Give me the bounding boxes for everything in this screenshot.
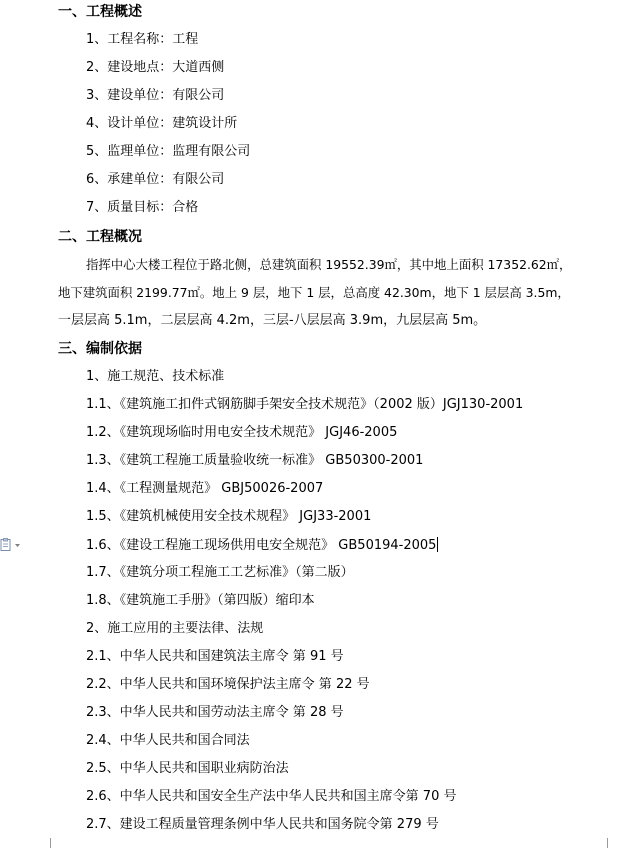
contractor-item: 6、承建单位：有限公司 bbox=[86, 172, 225, 187]
owner-item: 3、建设单位：有限公司 bbox=[86, 88, 225, 103]
location-item: 2、建设地点：大道西侧 bbox=[86, 60, 225, 75]
basis-item: 1.8、《建筑施工手册》（第四版）缩印本 bbox=[86, 593, 315, 608]
law-item: 2.6、中华人民共和国安全生产法中华人民共和国主席令第 70 号 bbox=[86, 789, 457, 804]
basis-item: 1.1、《建筑施工扣件式钢筋脚手架安全技术规范》（2002 版）JGJ130-2001 bbox=[86, 397, 524, 412]
overview-paragraph-line-2: 地下建筑面积 2199.77㎡。地上 9 层，地下 1 层，总高度 42.30m，地下 1 层层高 3.5m， bbox=[58, 285, 570, 300]
section-heading-3: 三、编制依据 bbox=[58, 341, 142, 357]
supervisor-item: 5、监理单位：监理有限公司 bbox=[86, 144, 251, 159]
law-item: 2.3、中华人民共和国劳动法主席令 第 28 号 bbox=[86, 705, 344, 720]
overview-paragraph-line-1: 指挥中心大楼工程位于路北侧，总建筑面积 19552.39㎡，其中地上面积 17352.62㎡， bbox=[86, 257, 572, 272]
overview-paragraph-line-3: 一层层高 5.1m，二层层高 4.2m，三层-八层层高 3.9m，九层层高 5m。 bbox=[58, 313, 487, 328]
basis-item-text: 1.6、《建设工程施工现场供用电安全规范》 GB50194-2005 bbox=[86, 538, 437, 553]
basis-item: 1、施工规范、技术标准 bbox=[86, 369, 225, 384]
quality-goal-item: 7、质量目标：合格 bbox=[86, 200, 199, 215]
basis-item-with-cursor[interactable] bbox=[86, 537, 438, 554]
basis-item: 1.5、《建筑机械使用安全技术规程》 JGJ33-2001 bbox=[86, 509, 372, 524]
law-item: 2.7、建设工程质量管理条例中华人民共和国务院令第 279 号 bbox=[86, 817, 439, 832]
law-item: 2.2、中华人民共和国环境保护法主席令 第 22 号 bbox=[86, 677, 370, 692]
basis-item: 1.7、《建筑分项工程施工工艺标准》（第二版） bbox=[86, 565, 354, 580]
page-corner-mark-left bbox=[40, 838, 51, 848]
text-cursor bbox=[437, 537, 438, 552]
law-item: 2.5、中华人民共和国职业病防治法 bbox=[86, 761, 289, 776]
designer-item: 4、设计单位：建筑设计所 bbox=[86, 116, 238, 131]
section-heading-2: 二、工程概况 bbox=[58, 229, 142, 245]
page-corner-mark-right bbox=[607, 838, 618, 848]
section-heading-1: 一、工程概述 bbox=[58, 4, 142, 20]
basis-item: 1.2、《建筑现场临时用电安全技术规范》 JGJ46-2005 bbox=[86, 425, 398, 440]
laws-heading-item: 2、施工应用的主要法律、法规 bbox=[86, 621, 264, 636]
clipboard-icon bbox=[0, 538, 22, 552]
basis-item: 1.3、《建筑工程施工质量验收统一标准》 GB50300-2001 bbox=[86, 453, 424, 468]
project-name-item: 1、工程名称：工程 bbox=[86, 32, 199, 47]
law-item: 2.1、中华人民共和国建筑法主席令 第 91 号 bbox=[86, 649, 344, 664]
paste-options-icon[interactable] bbox=[0, 537, 22, 551]
basis-item: 1.4、《工程测量规范》 GBJ50026-2007 bbox=[86, 481, 324, 496]
law-item: 2.4、中华人民共和国合同法 bbox=[86, 733, 250, 748]
